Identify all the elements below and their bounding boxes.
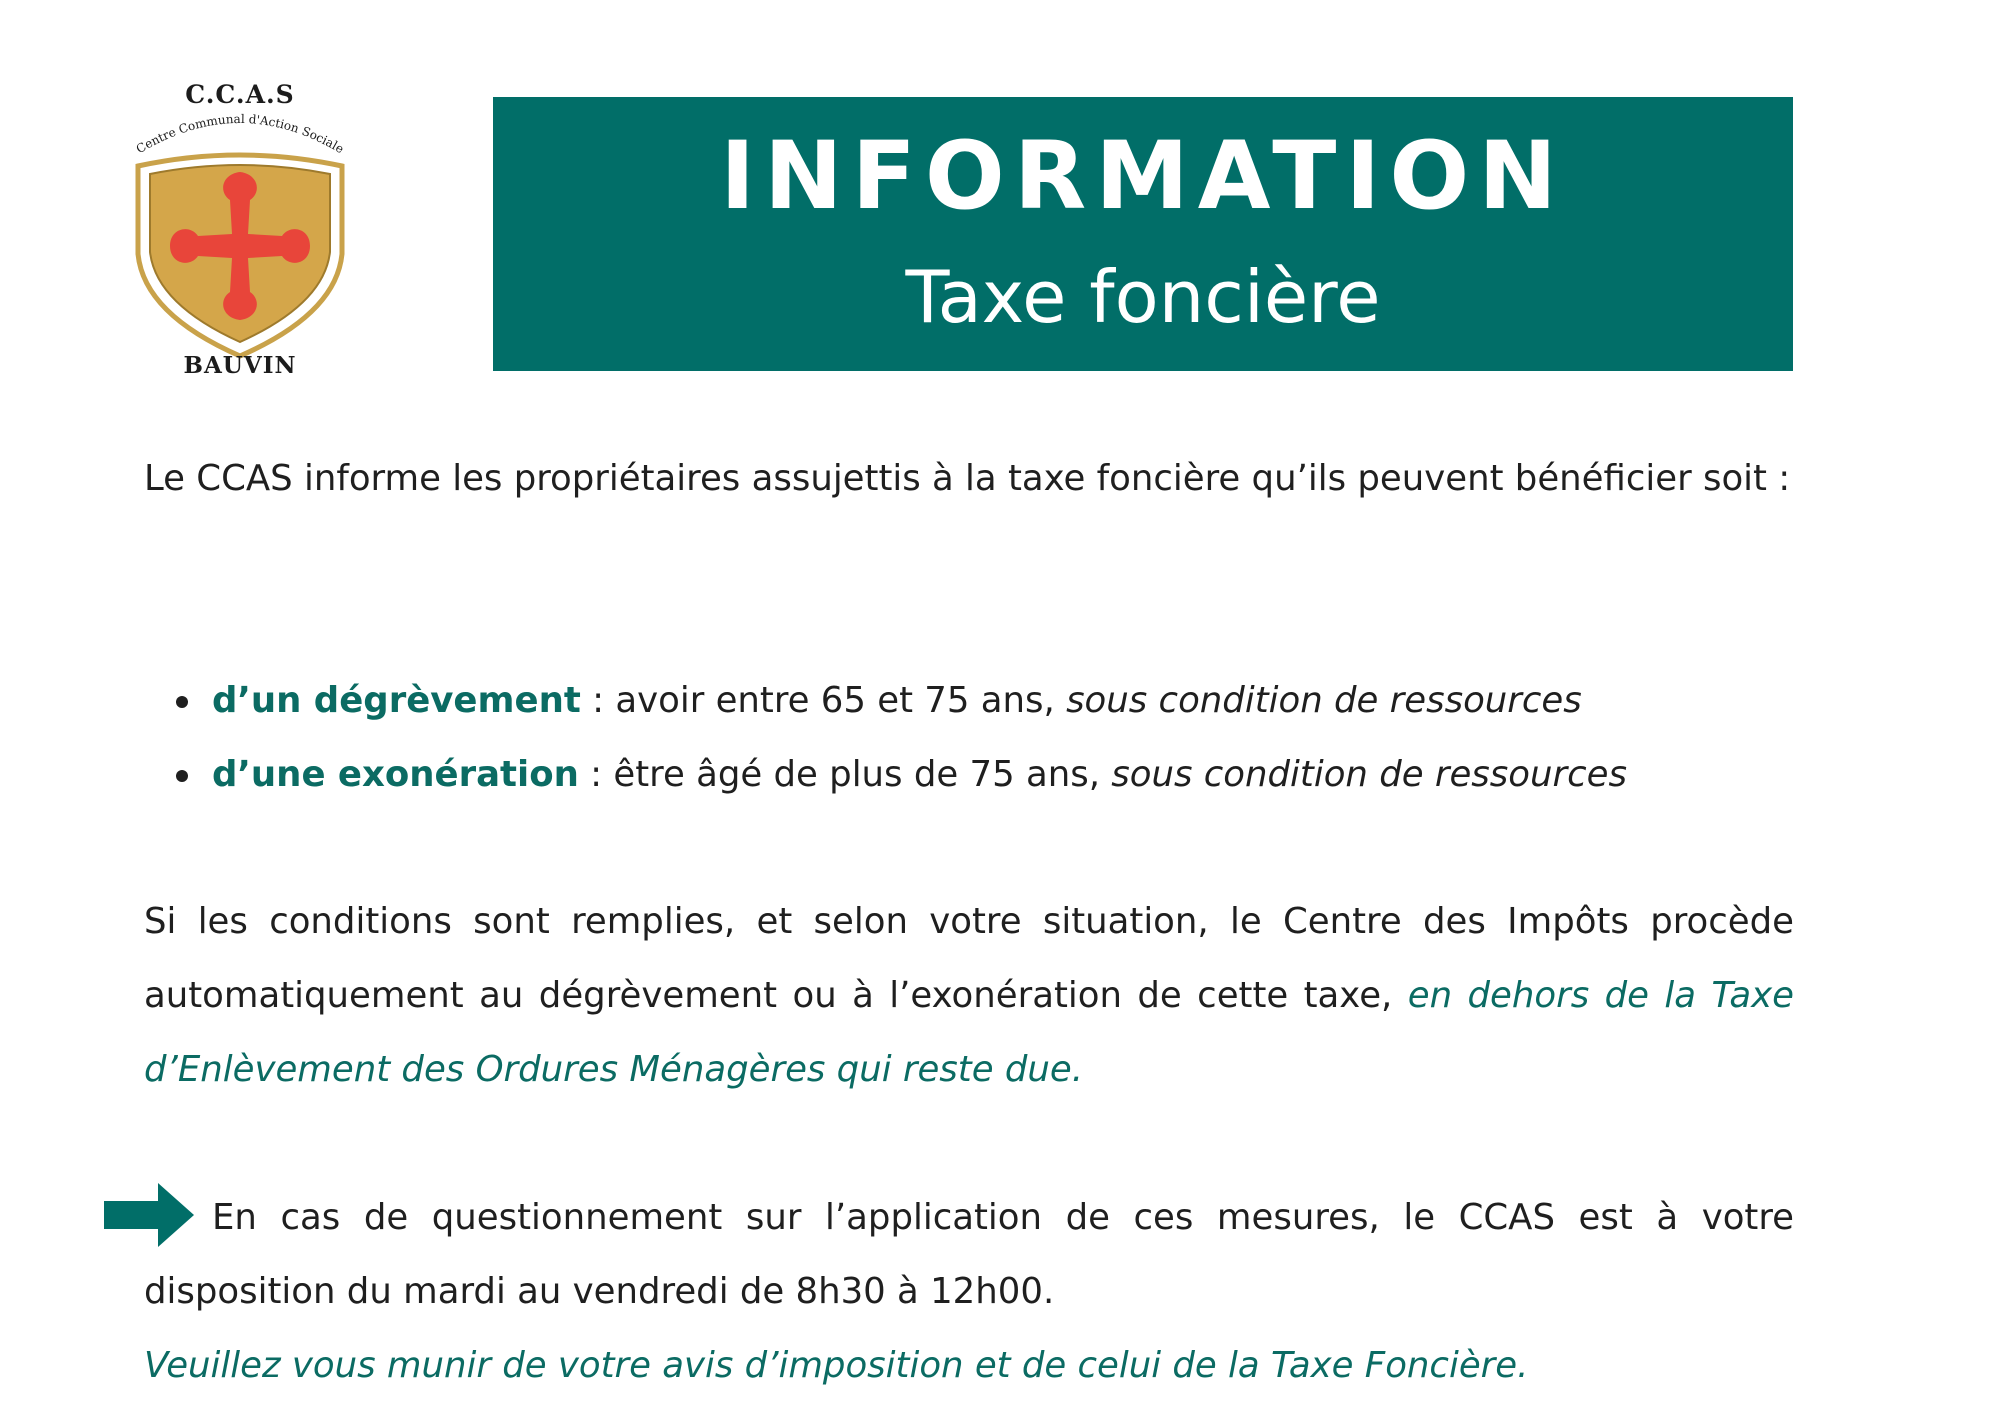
benefit-text: : être âgé de plus de 75 ans, xyxy=(578,754,1112,795)
benefit-label: d’une exonération xyxy=(212,754,579,795)
banner-subtitle: Taxe foncière xyxy=(905,255,1381,339)
benefit-label: d’un dégrèvement xyxy=(212,680,581,721)
benefit-condition: sous condition de ressources xyxy=(1066,680,1582,721)
svg-text:Centre Communal d'Action Socia xyxy=(134,112,347,156)
conditions-text: Si les conditions sont remplies, et selon votre situation, le Centre des Impôts procède automatiquement au dégrèvement ou à l’exonération de cette taxe, xyxy=(144,901,1794,1016)
logo-arc-text: Centre Communal d'Action Sociale xyxy=(133,111,347,157)
intro-paragraph: Le CCAS informe les propriétaires assujettis à la taxe foncière qu’ils peuvent bénéficier soit : xyxy=(144,458,1791,499)
benefit-text: : avoir entre 65 et 75 ans, xyxy=(580,680,1067,721)
reminder-text: Veuillez vous munir de votre avis d’imposition et de celui de la Taxe Foncière. xyxy=(144,1345,1529,1386)
logo-town-name: BAUVIN xyxy=(183,352,297,379)
bullet-icon xyxy=(176,696,188,708)
list-item xyxy=(212,738,1802,812)
shield-icon xyxy=(122,74,358,384)
conditions-note: en dehors de la Taxe d’Enlèvement des Ordures Ménagères qui reste due. xyxy=(144,975,1795,1090)
benefits-list xyxy=(212,664,1802,812)
ccas-logo xyxy=(122,74,358,384)
bullet-icon xyxy=(176,770,188,782)
benefit-condition: sous condition de ressources xyxy=(1111,754,1627,795)
logo-acronym: C.C.A.S xyxy=(185,80,295,109)
list-item xyxy=(212,664,1802,738)
banner-title: INFORMATION xyxy=(720,122,1566,231)
conditions-paragraph xyxy=(144,885,1794,1107)
contact-paragraph: En cas de questionnement sur l’application de ces mesures, le CCAS est à votre disposition du mardi au vendredi de 8h30 à 12h00. xyxy=(144,1197,1794,1312)
information-banner xyxy=(493,97,1793,371)
